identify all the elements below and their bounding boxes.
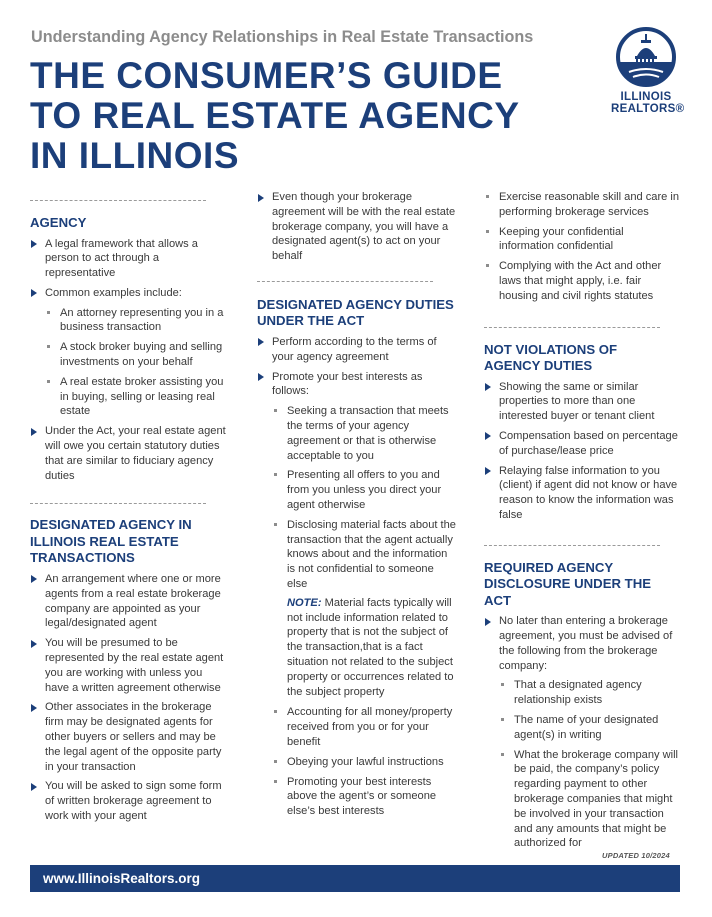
logo-line: ILLINOIS	[620, 91, 672, 103]
sub-list-item: Keeping your confidential information confidential	[484, 225, 680, 255]
heading-line: REQUIRED AGENCY	[484, 559, 614, 575]
list-item: An arrangement where one or more agents from a real estate brokerage company are appointed as your legal/designated agent	[30, 572, 226, 631]
list-item: Relaying false information to you (client) if agent did not know or have reason to know the information was false	[484, 464, 680, 523]
list-item: Other associates in the brokerage firm may be designated agents for other buyers or sellers and may be the legal agent of the opposite party in your transaction	[30, 700, 226, 774]
section-divider	[30, 200, 206, 201]
title-line: THE CONSUMER’S GUIDE	[30, 55, 503, 96]
list-item: Under the Act, your real estate agent will owe you certain statutory duties that are similar to fiduciary agency duties	[30, 424, 226, 483]
section-heading-agency: AGENCY	[30, 215, 87, 230]
sub-list-item: Accounting for all money/property received from you or for your benefit	[272, 705, 457, 749]
sub-list-item: Complying with the Act and other laws that might apply, i.e. fair housing and civil rights statutes	[484, 259, 680, 303]
section-divider	[484, 327, 660, 328]
not-violations-list	[484, 380, 680, 523]
sub-list-item: Promoting your best interests above the agent’s or someone else’s best interests	[272, 775, 457, 819]
note-text: Material facts typically will not include information related to property that is not the subject of the transaction,that is a fact situation not related to the subject property or occurrences related to the subject property	[287, 596, 454, 698]
list-item-text: Promote your best interests as follows:	[272, 370, 423, 398]
list-item	[30, 286, 226, 419]
illinois-realtors-logo	[611, 26, 685, 115]
list-item: Showing the same or similar properties to more than one interested buyer or tenant client	[484, 380, 680, 424]
section-divider	[484, 545, 660, 546]
heading-line: NOT VIOLATIONS OF	[484, 341, 618, 357]
sub-list	[272, 705, 457, 819]
heading-line: TRANSACTIONS	[30, 550, 135, 566]
title-line: IN ILLINOIS	[30, 135, 239, 176]
column-middle	[257, 190, 457, 824]
heading-line: DESIGNATED AGENCY DUTIES	[257, 296, 454, 312]
list-item-text: No later than entering a brokerage agreement, you must be advised of the following from the brokerage company:	[499, 615, 673, 672]
duties-list	[257, 335, 457, 819]
column-right	[484, 190, 680, 856]
heading-line: ILLINOIS REAL ESTATE	[30, 533, 179, 549]
note-label: NOTE:	[287, 596, 322, 609]
sub-list	[45, 306, 226, 420]
list-item: You will be asked to sign some form of written brokerage agreement to work with your agent	[30, 779, 226, 823]
section-divider	[257, 281, 433, 282]
sub-list-item: An attorney representing you in a business transaction	[45, 306, 226, 336]
updated-date: UPDATED 10/2024	[602, 851, 670, 860]
sub-list-item: A real estate broker assisting you in buying, selling or leasing real estate	[45, 375, 226, 419]
list-item	[484, 614, 680, 851]
footer-bar	[30, 865, 680, 892]
list-item-text: Common examples include:	[45, 286, 182, 299]
list-item: Perform according to the terms of your agency agreement	[257, 335, 457, 365]
sub-list-item: Seeking a transaction that meets the terms of your agency agreement or that is otherwise acceptable to you	[272, 404, 457, 463]
section-heading-not-violations	[484, 342, 680, 375]
list-item: Compensation based on percentage of purchase/lease price	[484, 429, 680, 459]
sub-list-item: Disclosing material facts about the transaction that the agent actually knows about and the information is not confidential to someone else	[272, 518, 457, 592]
section-heading-required-disclosure	[484, 560, 680, 610]
heading-line: UNDER THE ACT	[257, 313, 365, 329]
section-heading-designated-agency-duties	[257, 297, 457, 330]
list-item: A legal framework that allows a person to act through a representative	[30, 237, 226, 281]
sub-list-item: What the brokerage company will be paid, the company’s policy regarding payment to other brokerage companies that might be involved in your transaction and any amounts that might be authorized for	[499, 748, 680, 852]
logo-wordmark	[611, 91, 685, 115]
heading-line: AGENCY DUTIES	[484, 358, 593, 374]
section-heading-designated-agency	[30, 517, 226, 567]
designated-agency-list	[30, 572, 226, 824]
title-line: TO REAL ESTATE AGENCY	[30, 95, 520, 136]
agency-list	[30, 237, 226, 484]
capitol-dome-icon	[615, 26, 677, 88]
continued-list	[257, 190, 457, 264]
note-paragraph	[272, 596, 457, 700]
sub-list-item: A stock broker buying and selling investments on your behalf	[45, 340, 226, 370]
website-link[interactable]: www.IllinoisRealtors.org	[43, 871, 201, 886]
document-title	[30, 56, 520, 176]
disclosure-list	[484, 614, 680, 851]
column-left	[30, 190, 226, 829]
list-item: Even though your brokerage agreement will be with the real estate brokerage company, you will have a designated agent(s) to act on your behalf	[257, 190, 457, 264]
sub-list-item: The name of your designated agent(s) in writing	[499, 713, 680, 743]
list-item: You will be presumed to be represented by the real estate agent you are working with unless you have a written agreement otherwise	[30, 636, 226, 695]
sub-list-item: Obeying your lawful instructions	[272, 755, 457, 770]
list-item	[257, 370, 457, 819]
heading-line: DESIGNATED AGENCY IN	[30, 517, 192, 533]
logo-line: REALTORS®	[611, 103, 685, 115]
sub-list-item: Presenting all offers to you and from you unless you direct your agent otherwise	[272, 468, 457, 512]
continued-sub-list	[484, 190, 680, 304]
sub-list-item: Exercise reasonable skill and care in performing brokerage services	[484, 190, 680, 220]
sub-list-item: That a designated agency relationship exists	[499, 678, 680, 708]
sub-list	[499, 678, 680, 851]
section-divider	[30, 503, 206, 504]
heading-line: DISCLOSURE UNDER THE ACT	[484, 576, 652, 608]
sub-list	[272, 404, 457, 592]
document-subtitle: Understanding Agency Relationships in Real Estate Transactions	[31, 28, 534, 46]
